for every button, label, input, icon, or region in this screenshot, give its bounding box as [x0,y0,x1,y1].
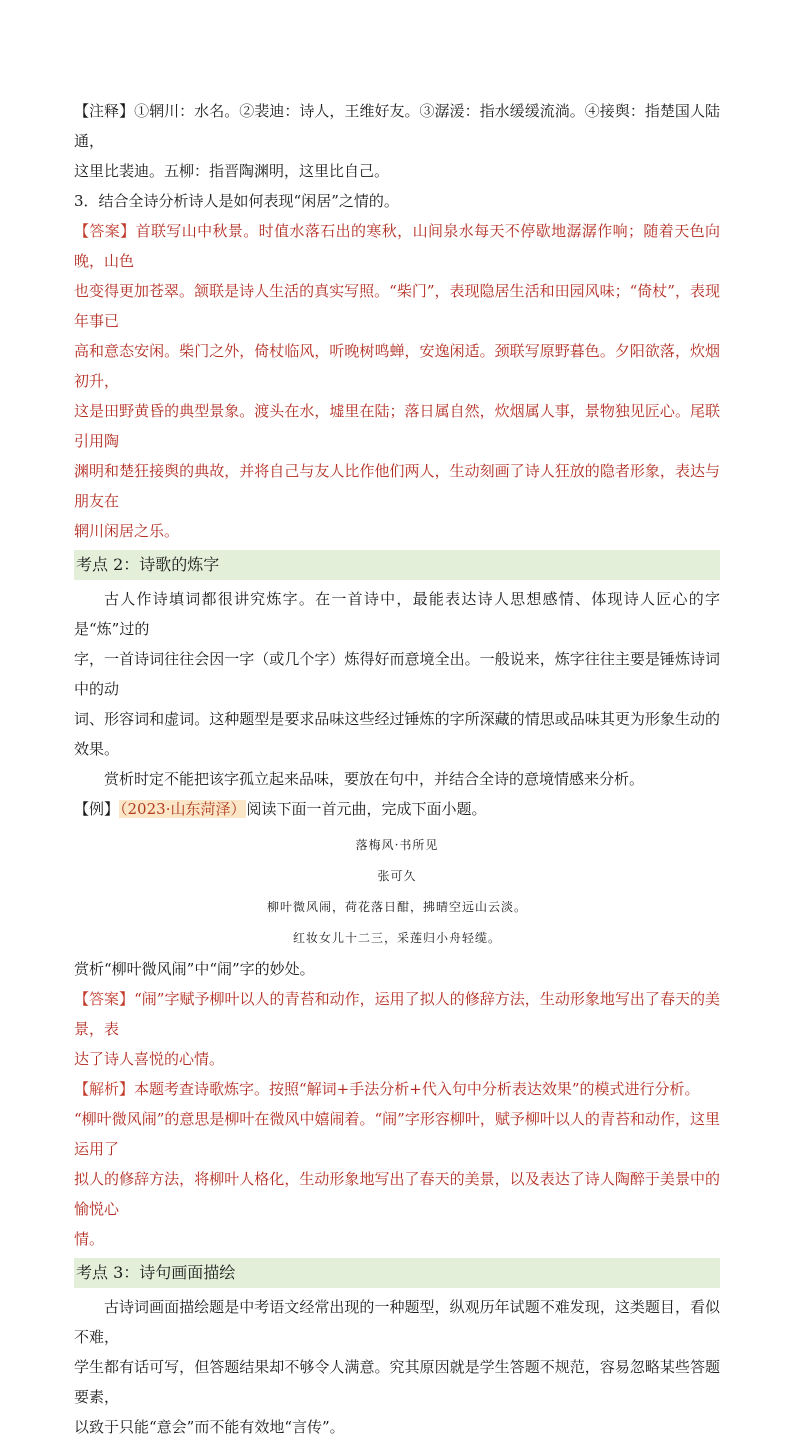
notes-line-2: 这里比裴迪。五柳：指晋陶渊明，这里比自己。 [74,162,390,180]
document-page [74,96,720,1442]
section-2-heading: 考点 2：诗歌的炼字 [74,550,720,580]
poem-question: 赏析“柳叶微风闹”中“闹”字的妙处。 [74,960,315,978]
section-2-para-line: 古人作诗填词都很讲究炼字。在一首诗中，最能表达诗人思想感情、体现诗人匠心的字是“炼”过的 [74,590,720,638]
answer-label: 【答案】 [74,222,136,240]
section-3-para-line: 古诗词画面描绘题是中考语文经常出现的一种题型，纵观历年试题不难发现，这类题目，看似不难， [74,1298,720,1346]
analysis-line: 拟人的修辞方法，将柳叶人格化，生动形象地写出了春天的美景，以及表达了诗人陶醉于美景中的愉悦心 [74,1170,720,1218]
analysis-line-1: 【解析】本题考查诗歌炼字。按照“解词+手法分析+代入句中分析表达效果”的模式进行分析。 [74,1080,700,1098]
poem-title: 落梅风·书所见 [355,838,439,852]
poem-author: 张可久 [377,869,417,883]
section-3-para-line: 以致于只能“意会”而不能有效地“言传”。 [74,1418,345,1436]
analysis-line: 情。 [74,1230,105,1248]
answer-label: 【答案】 [74,990,135,1008]
analysis-line: “柳叶微风闹”的意思是柳叶在微风中嬉闹着。“闹”字形容柳叶，赋予柳叶以人的青苔和动作，这里运用了 [74,1110,720,1158]
section-2-para-line: 词、形容词和虚词。这种题型是要求品味这些经过锤炼的字所深藏的情思或品味其更为形象生动的效果。 [74,710,720,758]
section-2-para-2: 赏析时定不能把该字孤立起来品味，要放在句中，并结合全诗的意境情感来分析。 [104,770,645,788]
answer-3-line: 这是田野黄昏的典型景象。渡头在水，墟里在陆；落日属自然，炊烟属人事，景物独见匠心。尾联引用陶 [74,402,720,450]
analysis-label: 【解析】 [74,1080,135,1098]
answer-3-line: 也变得更加苍翠。颔联是诗人生活的真实写照。“柴门”，表现隐居生活和田园风味；“倚杖”，表现年事已 [74,282,720,330]
example-label: 【例】 [74,800,120,818]
notes-label: 【注释】 [74,102,135,120]
section-3-para-line: 学生都有话可写，但答题结果却不够令人满意。究其原因就是学生答题不规范，容易忽略某些答题要素， [74,1358,720,1406]
section-3-heading: 考点 3：诗句画面描绘 [74,1258,720,1288]
answer-3-line: 辋川闲居之乐。 [74,522,180,540]
poem-line-1: 柳叶微风闹，荷花落日酣，拂晴空远山云淡。 [266,900,527,914]
example-source-tag: （2023·山东菏泽） [120,800,246,818]
question-3: 3．结合全诗分析诗人是如何表现“闲居”之情的。 [74,192,399,210]
answer-3-line: 【答案】首联写山中秋景。时值水落石出的寒秋，山间泉水每天不停歇地潺潺作响；随着天色向晚，山色 [74,222,720,270]
section-2-para-line: 字，一首诗词往往会因一字（或几个字）炼得好而意境全出。一般说来，炼字往往主要是锤炼诗词中的动 [74,650,720,698]
notes-line-1: 【注释】①辋川：水名。②裴迪：诗人，王维好友。③潺湲：指水缓缓流淌。④接舆：指楚国人陆通， [74,102,720,150]
poem-answer-line-2: 达了诗人喜悦的心情。 [74,1050,225,1068]
answer-3-line: 渊明和楚狂接舆的典故，并将自己与友人比作他们两人，生动刻画了诗人狂放的隐者形象，表达与朋友在 [74,462,720,510]
answer-3-line: 高和意态安闲。柴门之外，倚杖临风，听晚树鸣蝉，安逸闲适。颈联写原野暮色。夕阳欲落，炊烟初升， [74,342,720,390]
poem-answer-line-1: 【答案】“闹”字赋予柳叶以人的青苔和动作，运用了拟人的修辞方法，生动形象地写出了春天的美景，表 [74,990,720,1038]
poem-line-2: 红妆女儿十二三，采莲归小舟轻缆。 [292,931,501,945]
example-line: 【例】（2023·山东菏泽）阅读下面一首元曲，完成下面小题。 [74,800,487,818]
